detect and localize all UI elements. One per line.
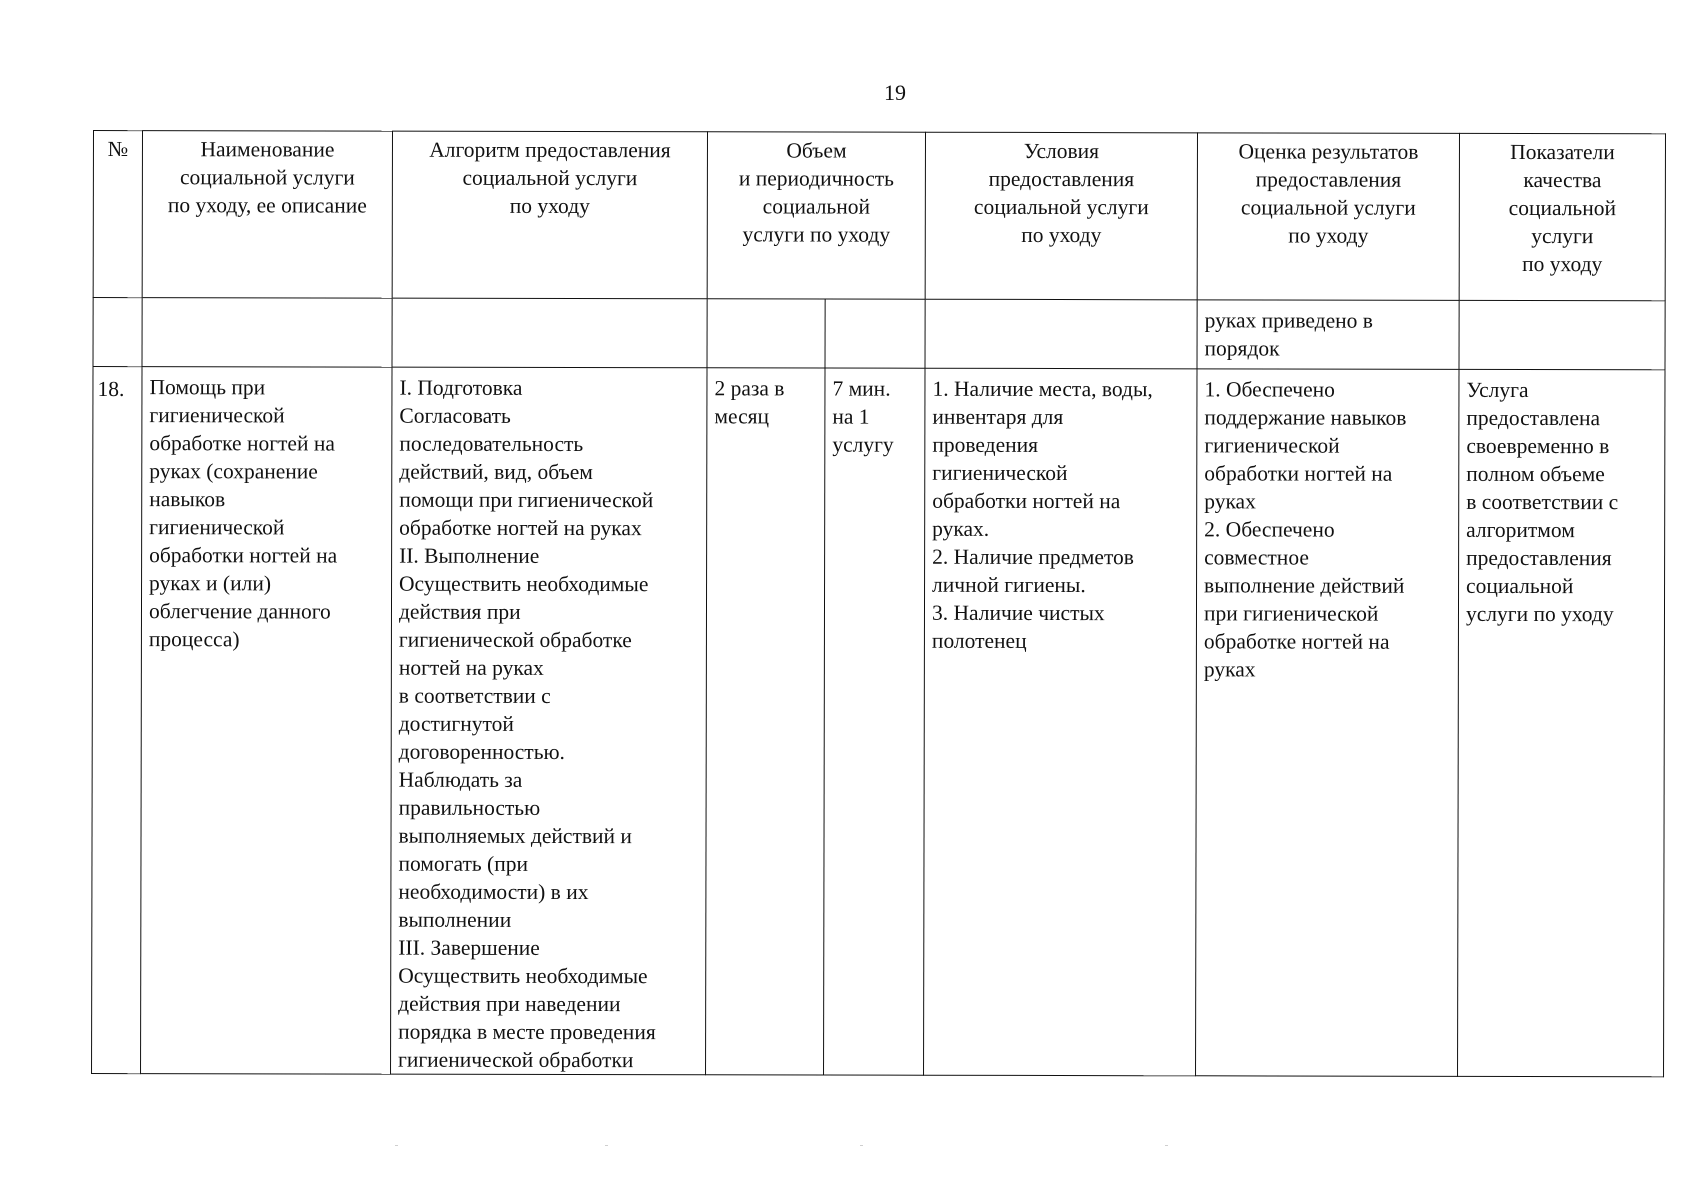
text-line: 2. Наличие предметов [932, 544, 1135, 570]
cont-quality-cell [1459, 300, 1665, 369]
row-quality-text [1459, 370, 1665, 628]
text-line: по уходу [1522, 251, 1603, 277]
cont-num-cell [93, 298, 142, 367]
text-line: порядка в месте проведения [398, 1019, 656, 1045]
scan-artifact [395, 1145, 398, 1146]
text-line: гигиенической [1204, 433, 1340, 458]
row-conditions-cell [924, 368, 1197, 1076]
text-line: социальной [1508, 195, 1617, 221]
text-line: по уходу, ее описание [167, 193, 367, 218]
scan-artifact [605, 1145, 608, 1146]
text-line: в соответствии с [1466, 489, 1619, 515]
text-line: руках приведено в [1204, 308, 1373, 333]
text-line: социальной [762, 194, 871, 219]
cont-evaluation-cell [1197, 300, 1459, 370]
header-algorithm [392, 131, 707, 299]
cont-algorithm-cell [392, 298, 707, 368]
text-line: обработки ногтей на [149, 543, 338, 568]
text-line: руках (сохранение [149, 459, 318, 484]
text-line: I. Подготовка [399, 375, 523, 400]
text-line: Алгоритм предоставления [429, 137, 671, 163]
row-name-text [142, 367, 392, 654]
text-line: услуги по уходу [742, 222, 891, 247]
text-line: социальной [1466, 573, 1574, 599]
text-line: обработке ногтей на [149, 431, 335, 456]
text-line: выполнении [398, 907, 512, 932]
text-line: достигнутой [398, 711, 514, 736]
text-line: по уходу [1021, 222, 1102, 248]
text-line: Показатели [1510, 139, 1615, 165]
header-name [142, 131, 392, 299]
text-line: обработке ногтей на [1203, 629, 1390, 654]
text-line: при гигиенической [1203, 601, 1379, 626]
row-algorithm-cell [391, 367, 707, 1075]
text-line: месяц [714, 404, 770, 429]
row-duration-cell [824, 368, 925, 1075]
header-volume [707, 132, 925, 299]
row-algorithm-text [391, 368, 706, 1075]
text-line: процесса) [148, 627, 240, 652]
text-line: услугу [832, 432, 894, 457]
text-line: качества [1523, 167, 1602, 193]
text-line: 2. Обеспечено [1204, 517, 1335, 542]
header-num-text: № [107, 137, 129, 162]
text-line: гигиенической [932, 460, 1068, 486]
text-line: на 1 [832, 404, 870, 429]
text-line: социальной услуги [462, 165, 638, 191]
text-line: Помощь при [149, 375, 266, 400]
page-number: 19 [884, 80, 906, 105]
text-line: 3. Наличие чистых [931, 600, 1105, 626]
text-line: социальной услуги [1240, 195, 1416, 220]
text-line: последовательность [399, 431, 584, 457]
text-line: гигиенической обработке [398, 627, 632, 653]
row-num: 18. [97, 377, 125, 402]
cont-name-cell [142, 298, 392, 368]
text-line: обработки ногтей на [932, 488, 1121, 514]
text-line: выполнение действий [1204, 573, 1405, 598]
text-line: социальной услуги [179, 165, 355, 190]
text-line: II. Выполнение [399, 543, 540, 568]
text-line: III. Завершение [398, 935, 540, 960]
row-evaluation-text [1197, 369, 1459, 684]
text-line: полотенец [931, 628, 1027, 653]
text-line: 2 раза в [714, 376, 785, 401]
text-line: Условия [1023, 138, 1100, 164]
cont-frequency-cell [707, 299, 825, 368]
text-line: своевременно в [1466, 433, 1610, 459]
row-frequency-text [707, 368, 824, 430]
text-line: полном объеме [1466, 461, 1605, 487]
row-quality-cell [1458, 369, 1665, 1076]
text-line: предоставления [988, 166, 1135, 192]
header-num [93, 131, 142, 298]
row-conditions-text [925, 369, 1197, 656]
text-line: услуги по уходу [1465, 601, 1614, 627]
text-line: действия при наведении [398, 991, 621, 1017]
text-line: предоставления [1255, 167, 1402, 192]
text-line: алгоритмом [1466, 517, 1575, 543]
header-conditions-text [926, 133, 1197, 254]
header-evaluation [1197, 133, 1459, 301]
text-line: необходимости) в их [398, 879, 589, 905]
cont-conditions-cell [925, 299, 1197, 369]
text-line: Наименование [200, 137, 335, 162]
header-algorithm-text [393, 132, 707, 225]
text-line: и периодичность [738, 166, 894, 191]
text-line: 1. Обеспечено [1204, 377, 1335, 402]
text-line: помогать (при [398, 851, 529, 876]
cont-evaluation-text [1198, 300, 1459, 363]
services-table [91, 130, 1666, 1077]
text-line: предоставления [1466, 545, 1612, 571]
text-line: Оценка результатов [1238, 139, 1419, 164]
header-name-text [143, 131, 392, 224]
text-line: Осуществить необходимые [398, 963, 648, 989]
row-frequency-cell [706, 368, 825, 1075]
text-line: гигиенической [149, 403, 285, 428]
text-line: совместное [1204, 545, 1309, 570]
text-line: Объем [786, 138, 847, 163]
table-row [92, 367, 1665, 1077]
text-line: Услуга [1466, 377, 1529, 403]
text-line: Наблюдать за [398, 767, 523, 792]
text-line: поддержание навыков [1204, 405, 1407, 430]
text-line: руках [1204, 489, 1256, 514]
text-line: в соответствии с [398, 683, 551, 708]
row-duration-text [825, 369, 924, 459]
text-line: услуги [1531, 224, 1594, 249]
text-line: обработки ногтей на [1204, 461, 1393, 486]
text-line: правильностью [398, 795, 541, 820]
scan-artifact [860, 1145, 863, 1146]
row-num-cell [92, 367, 142, 1074]
header-volume-text [708, 132, 925, 252]
text-line: 7 мин. [832, 376, 891, 401]
text-line: по уходу [509, 193, 590, 219]
header-row [93, 131, 1665, 301]
text-line: порядок [1204, 336, 1280, 361]
scan-artifact [1165, 1145, 1168, 1146]
text-line: инвентаря для [932, 404, 1064, 430]
text-line: помощи при гигиенической [399, 487, 654, 513]
row-evaluation-cell [1196, 369, 1459, 1077]
text-line: руках [1203, 657, 1256, 682]
text-line: гигиенической обработки [398, 1047, 634, 1073]
text-line: предоставлена [1466, 405, 1601, 431]
header-evaluation-text [1198, 133, 1459, 254]
header-quality-text [1460, 134, 1665, 282]
header-conditions [925, 132, 1197, 300]
text-line: 1. Наличие места, воды, [932, 376, 1153, 402]
text-line: выполняемых действий и [398, 823, 632, 849]
text-line: гигиенической [149, 515, 285, 540]
text-line: руках. [932, 516, 990, 541]
text-line: Осуществить необходимые [399, 571, 649, 597]
text-line: ногтей на руках [398, 655, 544, 680]
cont-duration-cell [825, 299, 925, 368]
text-line: социальной услуги [973, 194, 1149, 220]
text-line: Согласовать [399, 403, 511, 428]
text-line: действия при [398, 599, 521, 624]
continuation-row [93, 298, 1665, 370]
text-line: по уходу [1288, 223, 1369, 248]
text-line: обработке ногтей на руках [399, 515, 642, 541]
header-quality [1459, 133, 1665, 300]
text-line: руках и (или) [149, 571, 272, 596]
row-name-cell [141, 367, 392, 1075]
text-line: личной гигиены. [932, 572, 1086, 598]
text-line: проведения [932, 432, 1039, 457]
text-line: облегчение данного [148, 599, 331, 624]
text-line: навыков [149, 487, 226, 512]
text-line: договоренностью. [398, 739, 565, 764]
text-line: действий, вид, объем [399, 459, 593, 485]
